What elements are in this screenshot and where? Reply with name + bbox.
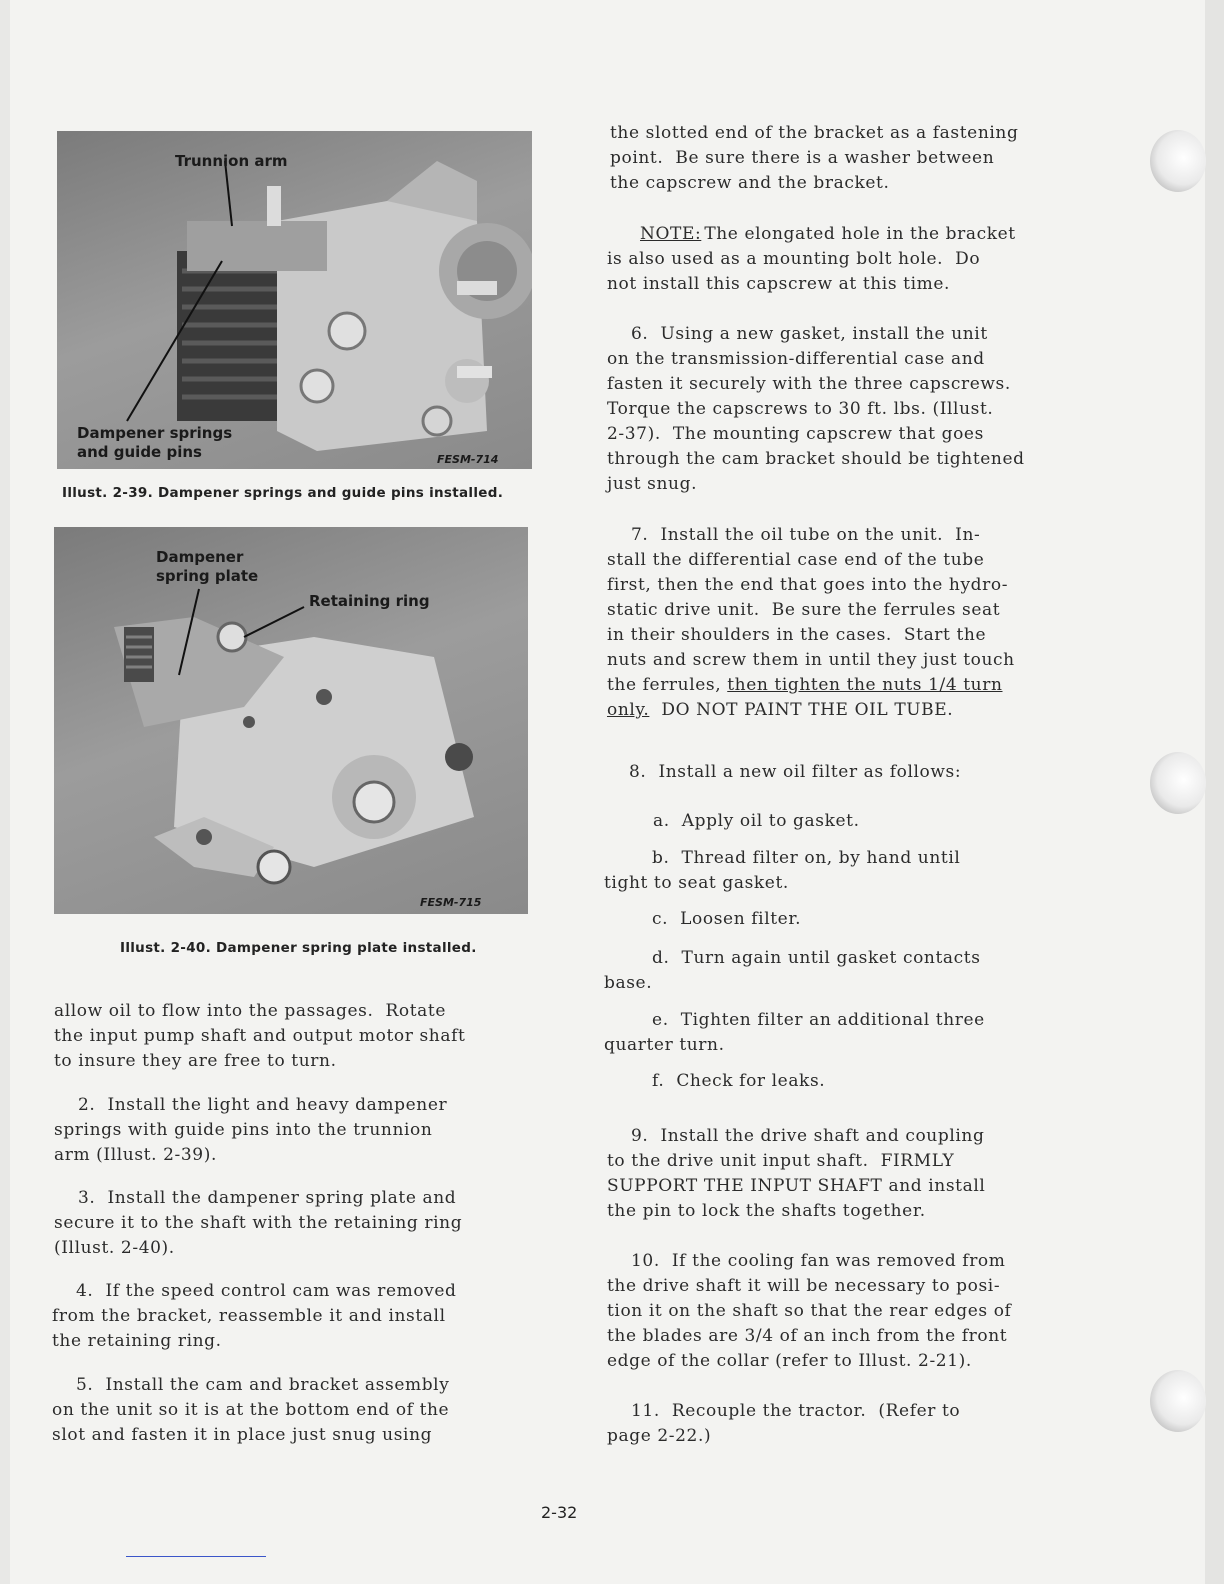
step-7-underlined-only: only.	[607, 700, 650, 720]
page-right-edge	[1205, 0, 1224, 1584]
body-paragraph: allow oil to flow into the passages. Rotate the input pump shaft and output motor shaft to insure they are free to turn.	[54, 1001, 466, 1071]
step-7-text: 7. Install the oil tube on the unit. In- stall the differential case end of the tube first, then the end that goes into the hydro- static drive unit. Be sure the ferrules seat in their shoulders in the cases. Start the nuts and screw them in until they just touch the ferrules,	[607, 525, 1015, 695]
step-7-underlined: then tighten the nuts 1/4 turn	[727, 675, 1003, 695]
page-left-edge	[0, 0, 10, 1584]
callout-trunnion-arm: Trunnion arm	[175, 152, 288, 170]
step-8c: c. Loosen filter.	[604, 909, 802, 929]
note-text: The elongated hole in the bracket is also used as a mounting bolt hole. Do not install this capscrew at this time.	[607, 224, 1016, 294]
step-4: 4. If the speed control cam was removed from the bracket, reassemble it and install the retaining ring.	[52, 1281, 457, 1351]
step-8a: a. Apply oil to gasket.	[605, 811, 860, 831]
callout-guide-pins: and guide pins	[77, 443, 202, 461]
callout-spring-plate: spring plate	[156, 567, 259, 585]
callout-retaining-ring: Retaining ring	[309, 592, 430, 610]
figure-2-photo	[54, 527, 528, 914]
figure-1-caption: Illust. 2-39. Dampener springs and guide pins installed.	[62, 485, 504, 501]
hydrostatic-unit-illustration-2	[54, 527, 528, 914]
figure-code: FESM-714	[437, 453, 499, 466]
binder-hole-middle	[1150, 752, 1206, 814]
step-11: 11. Recouple the tractor. (Refer to page 2-22.)	[607, 1401, 961, 1446]
step-6: 6. Using a new gasket, install the unit on the transmission-differential case and fasten it securely with the three capscrews. Torque the capscrews to 30 ft. lbs. (Illust. 2-37). The mounting capscrew that goes through the cam bracket should be tightened just snug.	[607, 324, 1025, 494]
page-number: 2-32	[541, 1503, 578, 1522]
body-paragraph-continued: the slotted end of the bracket as a fastening point. Be sure there is a washer between the capscrew and the bracket.	[610, 123, 1019, 193]
step-8d: d. Turn again until gasket contacts base.	[604, 948, 981, 993]
step-7	[607, 523, 1015, 723]
step-3: 3. Install the dampener spring plate and secure it to the shaft with the retaining ring (Illust. 2-40).	[54, 1188, 463, 1258]
step-2: 2. Install the light and heavy dampener springs with guide pins into the trunnion arm (Illust. 2-39).	[54, 1095, 448, 1165]
step-7-warning: DO NOT PAINT THE OIL TUBE.	[649, 700, 954, 720]
step-10: 10. If the cooling fan was removed from the drive shaft it will be necessary to posi- tion it on the shaft so that the rear edges of the blades are 3/4 of an inch from the front edge of the collar (refer to Illust. 2-21).	[607, 1251, 1012, 1371]
bottom-rule	[126, 1556, 266, 1557]
step-8: 8. Install a new oil filter as follows:	[605, 762, 962, 782]
step-8f: f. Check for leaks.	[604, 1071, 826, 1091]
figure-code: FESM-715	[420, 896, 482, 909]
step-5: 5. Install the cam and bracket assembly on the unit so it is at the bottom end of the slot and fasten it in place just snug using	[52, 1375, 450, 1445]
step-8e: e. Tighten filter an additional three quarter turn.	[604, 1010, 985, 1055]
binder-hole-top	[1150, 130, 1206, 192]
note-paragraph	[607, 222, 1016, 297]
figure-1-photo	[57, 131, 532, 469]
callout-dampener-springs: Dampener springs	[77, 424, 233, 442]
note-label-text: NOTE:	[640, 224, 702, 244]
step-9: 9. Install the drive shaft and coupling to the drive unit input shaft. FIRMLY SUPPORT THE INPUT SHAFT and install the pin to lock the shafts together.	[607, 1126, 986, 1221]
binder-hole-bottom	[1150, 1370, 1206, 1432]
step-8b: b. Thread filter on, by hand until tight to seat gasket.	[604, 848, 961, 893]
hydrostatic-unit-illustration-1	[57, 131, 532, 469]
figure-2-caption: Illust. 2-40. Dampener spring plate installed.	[120, 940, 477, 956]
callout-dampener: Dampener	[156, 548, 244, 566]
